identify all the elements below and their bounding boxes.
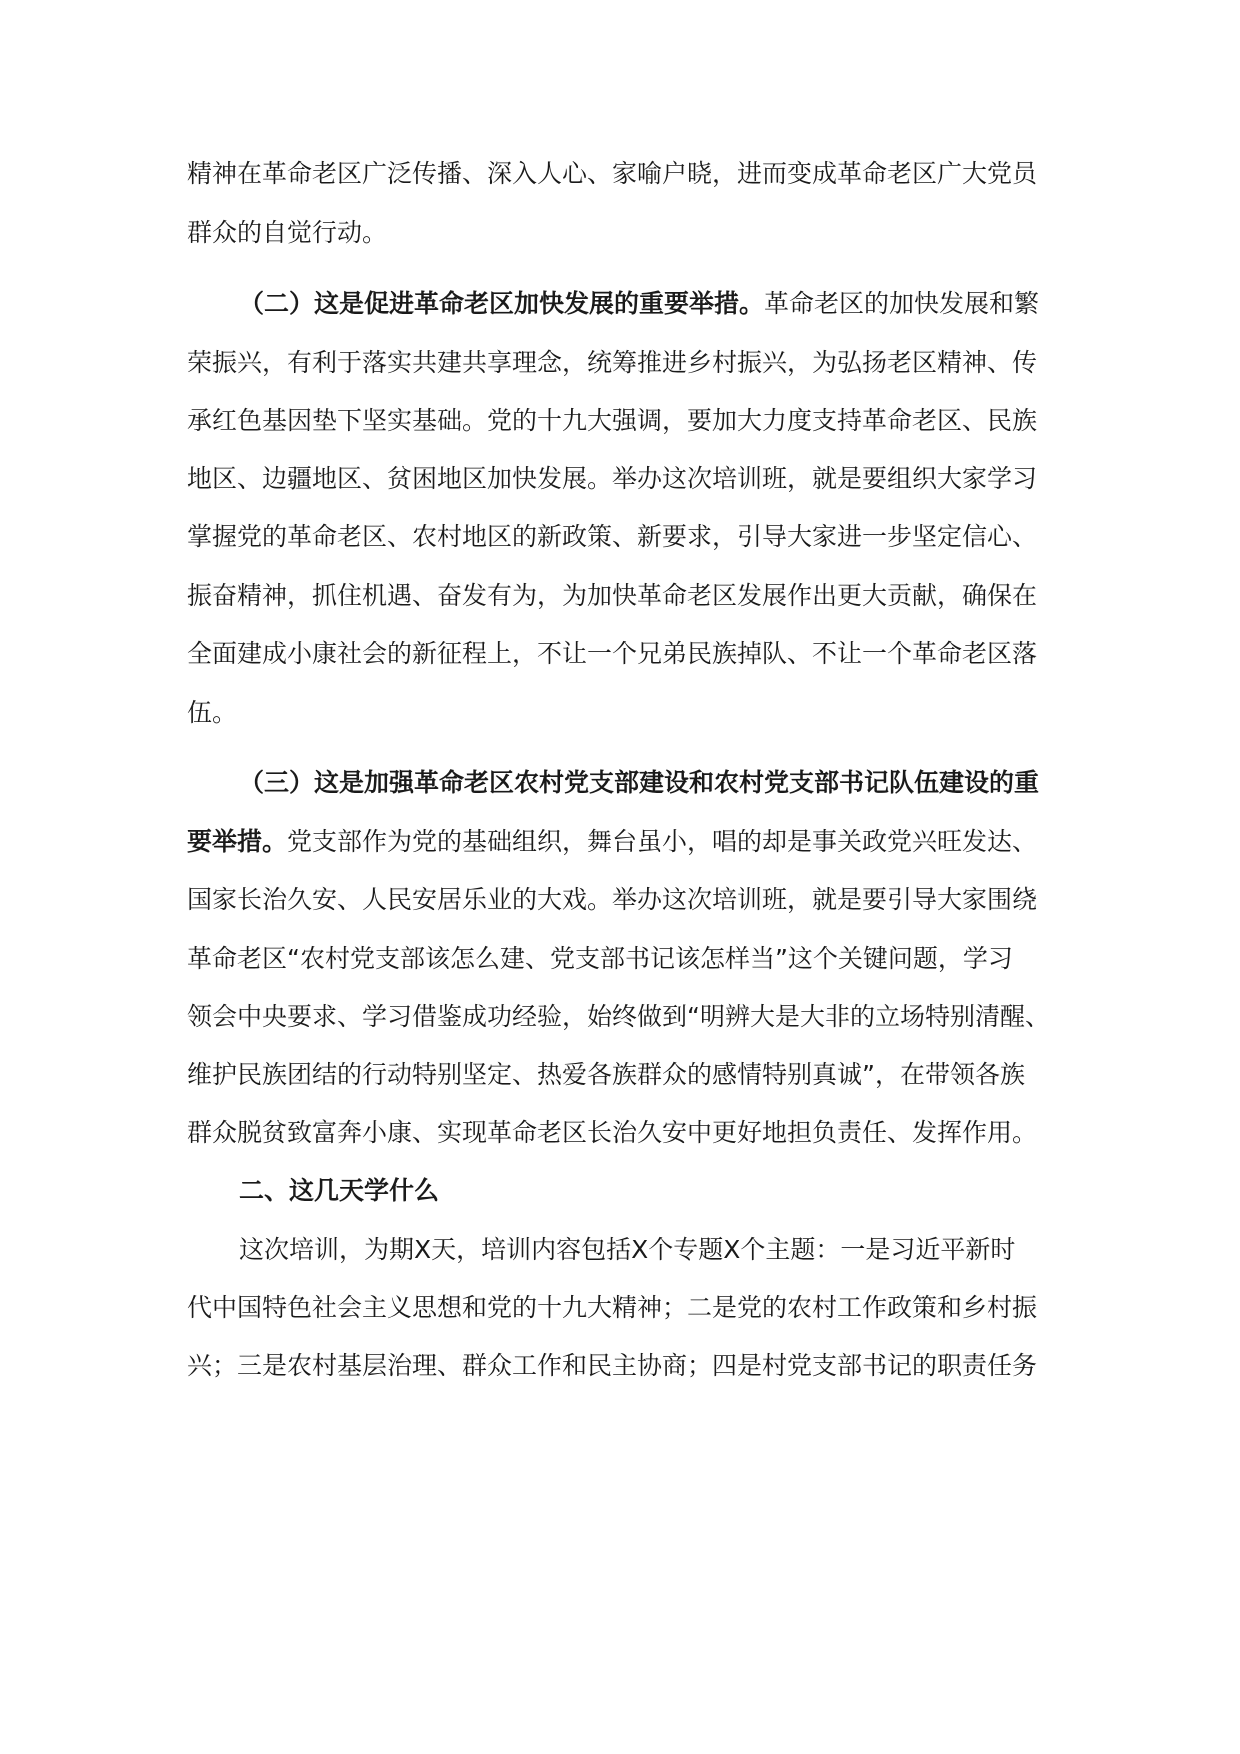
section-heading: （三）这是加强革命老区农村党支部建设和农村党支部书记队伍建设的重 xyxy=(239,768,1040,797)
section-2-heading-line xyxy=(239,288,1039,320)
paragraph-line: 兴；三是农村基层治理、群众工作和民主协商；四是村党支部书记的职责任务 xyxy=(187,1351,1038,1380)
paragraph-line: 维护民族团结的行动特别坚定、热爱各族群众的感情特别真诚”，在带领各族 xyxy=(187,1060,1025,1089)
paragraph-line: 群众脱贫致富奔小康、实现革命老区长治久安中更好地担负责任、发挥作用。 xyxy=(187,1118,1038,1147)
paragraph-line: 这次培训，为期X天，培训内容包括X个专题X个主题：一是习近平新时 xyxy=(239,1235,1016,1264)
paragraph-text: 革命老区的加快发展和繁 xyxy=(764,289,1040,318)
paragraph-text: 党支部作为党的基础组织，舞台虽小，唱的却是事关政党兴旺发达、 xyxy=(287,827,1038,856)
paragraph-line: 国家长治久安、人民安居乐业的大戏。举办这次培训班，就是要引导大家围绕 xyxy=(187,885,1038,914)
paragraph-line: 群众的自觉行动。 xyxy=(187,218,388,247)
paragraph-line: 革命老区“农村党支部该怎么建、党支部书记该怎样当”这个关键问题，学习 xyxy=(187,944,1013,973)
paragraph-line: 代中国特色社会主义思想和党的十九大精神；二是党的农村工作政策和乡村振 xyxy=(187,1293,1038,1322)
section-heading: 二、这几天学什么 xyxy=(239,1176,440,1205)
paragraph-line: 振奋精神，抓住机遇、奋发有为，为加快革命老区发展作出更大贡献，确保在 xyxy=(187,581,1038,610)
paragraph-line: 领会中央要求、学习借鉴成功经验，始终做到“明辨大是大非的立场特别清醒、 xyxy=(187,1002,1050,1031)
paragraph-line: 荣振兴，有利于落实共建共享理念，统筹推进乡村振兴，为弘扬老区精神、传 xyxy=(187,348,1038,377)
paragraph-line: 全面建成小康社会的新征程上，不让一个兄弟民族掉队、不让一个革命老区落 xyxy=(187,639,1038,668)
paragraph-line: 精神在革命老区广泛传播、深入人心、家喻户晓，进而变成革命老区广大党员 xyxy=(187,159,1038,188)
paragraph-line: 承红色基因垫下坚实基础。党的十九大强调，要加大力度支持革命老区、民族 xyxy=(187,406,1038,435)
section-3-heading-line xyxy=(187,826,1037,858)
paragraph-line: 地区、边疆地区、贫困地区加快发展。举办这次培训班，就是要组织大家学习 xyxy=(187,464,1038,493)
section-heading: （二）这是促进革命老区加快发展的重要举措。 xyxy=(239,289,765,318)
paragraph-line: 掌握党的革命老区、农村地区的新政策、新要求，引导大家进一步坚定信心、 xyxy=(187,522,1038,551)
paragraph-line: 伍。 xyxy=(187,698,238,727)
section-heading: 要举措。 xyxy=(187,827,288,856)
